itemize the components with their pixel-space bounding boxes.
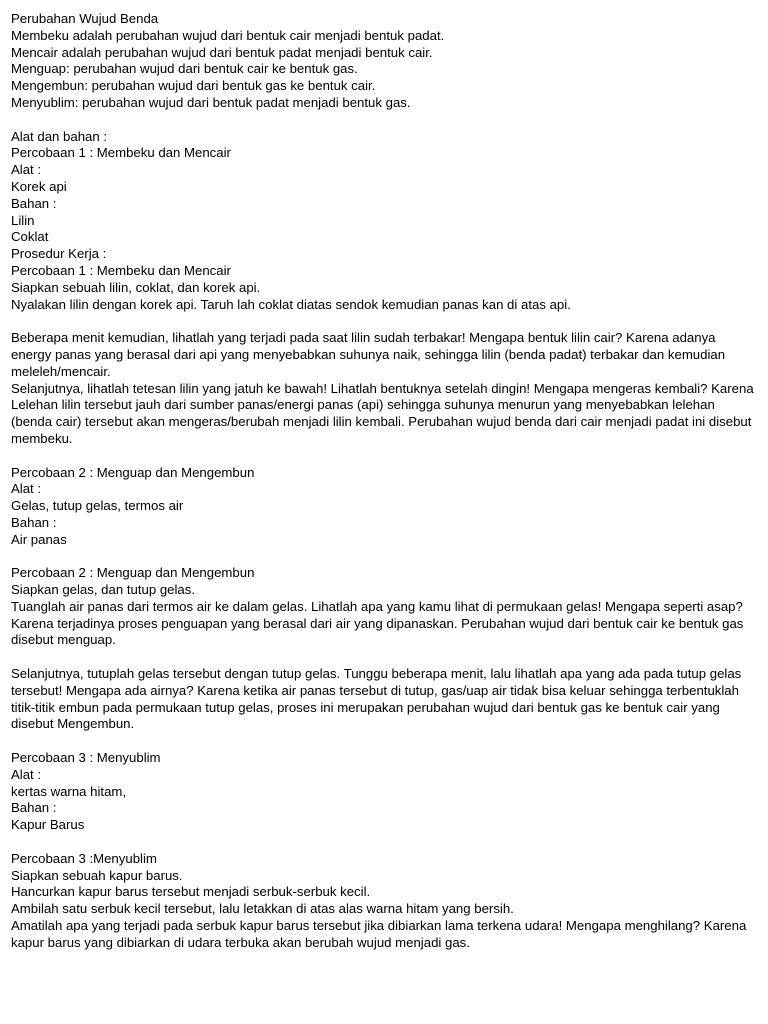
paragraph: Selanjutnya, tutuplah gelas tersebut dengan tutup gelas. Tunggu beberapa menit, lalu lihatlah apa yang ada pada tutup gelas tersebut! Mengapa ada airnya? Karena ketika air panas tersebut di tutup, gas/uap air tidak bisa keluar sehingga terbentuklah titik-titik embun pada permukaan tutup gelas, proses ini merupakan perubahan wujud dari bentuk gas ke bentuk cair yang disebut Mengembun.	[11, 666, 742, 732]
tools-item: Gelas, tutup gelas, termos air	[11, 498, 184, 514]
tools-item: kertas warna hitam,	[11, 783, 127, 799]
materials-label: Bahan :	[11, 514, 57, 530]
procedure-step: Siapkan sebuah lilin, coklat, dan korek api.	[11, 279, 261, 295]
definition-menyublim: Menyublim: perubahan wujud dari bentuk padat menjadi bentuk gas.	[11, 94, 411, 110]
experiment-2-heading: Percobaan 2 : Menguap dan Mengembun	[11, 464, 255, 480]
materials-item: Coklat	[11, 229, 49, 245]
procedure-step: Siapkan gelas, dan tutup gelas.	[11, 582, 196, 598]
tools-label: Alat :	[11, 766, 42, 782]
experiment-1-heading: Percobaan 1 : Membeku dan Mencair	[11, 262, 231, 278]
blank-line	[11, 112, 757, 129]
blank-line	[11, 649, 757, 666]
procedure-step: Hancurkan kapur barus tersebut menjadi serbuk-serbuk kecil.	[11, 884, 371, 900]
tools-label: Alat :	[11, 162, 42, 178]
blank-line	[11, 733, 757, 750]
document-title: Perubahan Wujud Benda	[11, 11, 159, 26]
blank-line	[11, 313, 757, 330]
definition-menguap: Menguap: perubahan wujud dari bentuk cair ke bentuk gas.	[11, 61, 358, 77]
materials-item: Lilin	[11, 212, 35, 228]
materials-item: Air panas	[11, 531, 67, 547]
definition-mengembun: Mengembun: perubahan wujud dari bentuk gas ke bentuk cair.	[11, 78, 376, 94]
tools-label: Alat :	[11, 481, 42, 497]
paragraph: Beberapa menit kemudian, lihatlah yang terjadi pada saat lilin sudah terbakar! Mengapa bentuk lilin cair? Karena adanya energy panas yang berasal dari api yang menyebabkan suhunya naik, sehingga lilin (benda padat) terbakar dan kemudian meleleh/mencair.	[11, 330, 726, 379]
procedure-step: Ambilah satu serbuk kecil tersebut, lalu letakkan di atas alas warna hitam yang bersih.	[11, 901, 514, 917]
materials-item: Kapur Barus	[11, 817, 85, 833]
experiment-3-heading: Percobaan 3 :Menyublim	[11, 850, 157, 866]
blank-line	[11, 549, 757, 566]
experiment-2-heading: Percobaan 2 : Menguap dan Mengembun	[11, 565, 255, 581]
blank-line	[11, 448, 757, 465]
experiment-3-heading: Percobaan 3 : Menyublim	[11, 750, 161, 766]
blank-line	[11, 834, 757, 851]
paragraph: Amatilah apa yang terjadi pada serbuk kapur barus tersebut jika dibiarkan lama terkena udara! Mengapa menghilang? Karena kapur barus yang dibiarkan di udara terbuka akan berubah wujud menjadi gas.	[11, 918, 747, 950]
procedure-step: Nyalakan lilin dengan korek api. Taruh lah coklat diatas sendok kemudian panas kan di atas api.	[11, 296, 571, 312]
procedure-label: Prosedur Kerja :	[11, 246, 107, 262]
materials-label: Bahan :	[11, 195, 57, 211]
procedure-step: Siapkan sebuah kapur barus.	[11, 867, 183, 883]
materials-label: Bahan :	[11, 800, 57, 816]
definition-mencair: Mencair adalah perubahan wujud dari bentuk padat menjadi bentuk cair.	[11, 44, 433, 60]
paragraph: Tuanglah air panas dari termos air ke dalam gelas. Lihatlah apa yang kamu lihat di permukaan gelas! Mengapa seperti asap? Karena terjadinya proses penguapan yang berasal dari air yang dipanaskan. Perubahan wujud dari bentuk cair ke bentuk gas disebut menguap.	[11, 598, 744, 648]
document-body	[11, 11, 757, 952]
section-heading-alat-bahan: Alat dan bahan :	[11, 128, 108, 144]
tools-item: Korek api	[11, 178, 67, 194]
experiment-1-heading: Percobaan 1 : Membeku dan Mencair	[11, 145, 231, 161]
definition-membeku: Membeku adalah perubahan wujud dari bentuk cair menjadi bentuk padat.	[11, 27, 445, 43]
paragraph: Selanjutnya, lihatlah tetesan lilin yang jatuh ke bawah! Lihatlah bentuknya setelah dingin! Mengapa mengeras kembali? Karena Lelehan lilin tersebut jauh dari sumber panas/energi panas (api) sehingga suhunya menurun yang menyebabkan lelehan (benda cair) tersebut akan mengeras/berubah menjadi lilin kembali. Perubahan wujud benda dari cair menjadi padat ini disebut membeku.	[11, 380, 754, 446]
